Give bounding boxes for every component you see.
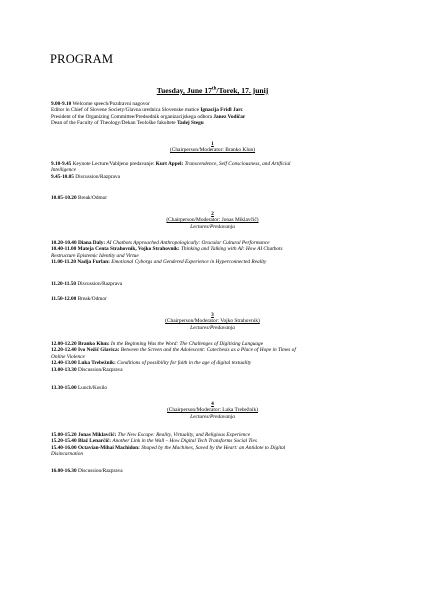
s2-talk-1-speaker: Diana Daly:: [77, 240, 106, 246]
s4-discussion: [51, 468, 377, 474]
session-4-subtitle: Lectures/Predavanja: [190, 413, 235, 420]
welcome-name-1: Ignacija Fridl Jarc: [200, 107, 243, 114]
s4-talk-2-speaker: Blaž Lenarčič:: [77, 438, 112, 445]
session-2-block: [51, 240, 377, 266]
s2-talk-2-speaker: Mateja Centa Strahovnik, Vojko Strahovnik:: [77, 246, 180, 253]
s4-talk-1-title: The New Escape: Reality, Virtuality, and Religious Experience: [117, 432, 251, 438]
s3-talk-2-title-2: Online Violence: [51, 353, 85, 360]
s1-break: [51, 195, 377, 201]
session-2-chair: (Chairperson/Moderator: Jonas Miklavčič): [166, 217, 259, 224]
keynote-label: Keynote Lecture/Vabljeno predavanje:: [72, 161, 155, 167]
s3-talk-2-time: 12.20-12.40: [51, 347, 77, 354]
keynote-title-line-2: Intelligence: [51, 167, 76, 174]
s2-break: [51, 296, 377, 302]
session-1-heading: [0, 141, 425, 154]
s4-discussion-label: Discussion/Razprava: [77, 468, 123, 474]
s4-talk-3-title-2: Disincarnation: [51, 451, 84, 458]
s3-discussion: [51, 367, 377, 373]
day-heading-prefix: Tuesday, June 17: [156, 86, 212, 95]
s2-talk-3: [51, 259, 377, 265]
s4-discussion-time: 16.00-16.30: [51, 468, 77, 474]
session-3-heading: [0, 312, 425, 331]
welcome-text: Welcome speech/Pozdravni nagovor: [72, 101, 150, 107]
s3-lunch-time: 13.30-15.00: [51, 385, 77, 391]
s2-break-label: Break/Odmor: [77, 296, 107, 302]
welcome-time: 9.00-9.10: [51, 101, 72, 107]
welcome-speaker-3: [51, 120, 377, 126]
session-3-number: 3: [211, 312, 214, 318]
day-heading-sup: th: [211, 86, 217, 92]
s1-discussion: [51, 174, 377, 180]
s4-talk-2-time: 15.20-15.40: [51, 438, 77, 445]
s4-talk-3-title-1: Shaped by the Machines, Saved by the Heart: an Antidote to Digital: [141, 444, 286, 451]
s2-talk-1-title: AI Chatbots Approached Anthropologically: Oracular Cultural Performance: [106, 240, 270, 246]
session-3-chair: (Chairperson/Moderator: Vojko Strahovnik): [165, 318, 260, 325]
day-heading-suffix: /Torek, 17. junij: [216, 86, 269, 95]
session-2-heading: [0, 211, 425, 230]
session-1-block: [51, 161, 377, 180]
session-4-block: [51, 432, 377, 458]
s2-discussion-label: Discussion/Razprava: [77, 281, 123, 287]
s4-talk-1-speaker: Jonas Miklavčič:: [77, 432, 117, 438]
s3-lunch-label: Lunch/Kosilo: [77, 385, 108, 391]
s4-talk-2-title: Another Link in the Wall – How Digital Tech Transforms Social Ties: [112, 438, 257, 445]
session-3-block: [51, 341, 377, 373]
s2-discussion: [51, 281, 377, 287]
s3-discussion-label: Discussion/Razprava: [77, 366, 123, 373]
welcome-role-2: President of the Organizing Committee/Predsednik organizacijskega odbora: [51, 113, 214, 120]
keynote-speaker: Kurt Appel:: [155, 161, 184, 167]
session-3-subtitle: Lectures/Predavanja: [190, 324, 235, 331]
keynote-time: 9.10-9.45: [51, 161, 72, 167]
s2-talk-1-time: 10.20-10.40: [51, 240, 77, 246]
s1-break-time: 10.05-10.20: [51, 195, 77, 201]
s3-talk-2-title-1: Between the Screen and the Adolescent: Catechesis as a Place of Hope in Times of: [120, 347, 296, 354]
session-4-heading: [0, 401, 425, 420]
welcome-role-1: Editor in Chief of Slovene Society/Glavna urednica Slovenske matice: [51, 107, 201, 114]
s4-talk-3-time: 15.40-16.00: [51, 444, 77, 451]
s1-discussion-time: 9.45-10.05: [51, 173, 74, 180]
session-2-subtitle: Lectures/Predavanja: [190, 223, 235, 230]
session-1-chair: (Chairperson/Moderator: Branko Klun): [169, 147, 256, 154]
s2-talk-3-speaker: Nadja Furlan:: [77, 259, 110, 266]
keynote-title-line-1: Transcendence, Self Consciousness, and Artificial: [184, 161, 291, 167]
s3-talk-2-speaker: Ivo Nežič Glavica:: [77, 347, 120, 354]
s3-discussion-time: 13.00-13.30: [51, 366, 77, 373]
s2-talk-2-title-1: Thinking and Talking with AI: How AI Chatbots: [180, 246, 283, 253]
welcome-role-3: Dean of the Faculty of Theology/Dekan Teološke fakultete: [51, 120, 177, 127]
session-1-number: 1: [211, 141, 214, 147]
s3-talk-1-speaker: Branko Klun:: [77, 341, 110, 347]
s3-talk-3-time: 12.40-13.00: [51, 360, 77, 367]
s4-talk-3-speaker: Octavian-Mihai Machidon:: [77, 444, 140, 451]
s3-talk-3-speaker: Luka Trebežnik:: [77, 360, 116, 367]
welcome-block: [51, 101, 377, 127]
page-title: PROGRAM: [50, 52, 114, 66]
s2-talk-3-title: Emotional Cyborgs and Gendered Experience in Hyperconnected Reality: [111, 259, 267, 266]
day-heading: [0, 86, 425, 95]
session-4-number: 4: [211, 401, 214, 407]
s2-break-time: 11.50-12.00: [51, 296, 77, 302]
s3-talk-3-title: Conditions of possibility for faith in the age of digital textuality: [117, 360, 252, 367]
s2-talk-2-title-2: Restructure Epistemic Identity and Virtue: [51, 252, 139, 259]
s1-break-label: Break/Odmor: [77, 195, 108, 201]
session-2-number: 2: [211, 211, 214, 217]
s2-talk-3-time: 11.00-11.20: [51, 259, 77, 266]
welcome-name-3: Tadej Stegu: [176, 120, 204, 127]
s2-discussion-time: 11.20-11.50: [51, 281, 77, 287]
s3-talk-1-title: In the Beginning Was the Word: The Challenges of Digitising Language: [110, 341, 264, 347]
s4-talk-1-time: 15.00-15.20: [51, 432, 77, 438]
s1-discussion-label: Discussion/Razprava: [75, 173, 120, 180]
welcome-name-2: Janez Vodičar: [213, 113, 246, 120]
s3-talk-1-time: 12.00-12.20: [51, 341, 77, 347]
s3-lunch: [51, 385, 377, 391]
session-4-chair: (Chairperson/Moderator: Luka Trebežnik): [166, 407, 259, 414]
s2-talk-2-time: 10.40-11.00: [51, 246, 77, 253]
